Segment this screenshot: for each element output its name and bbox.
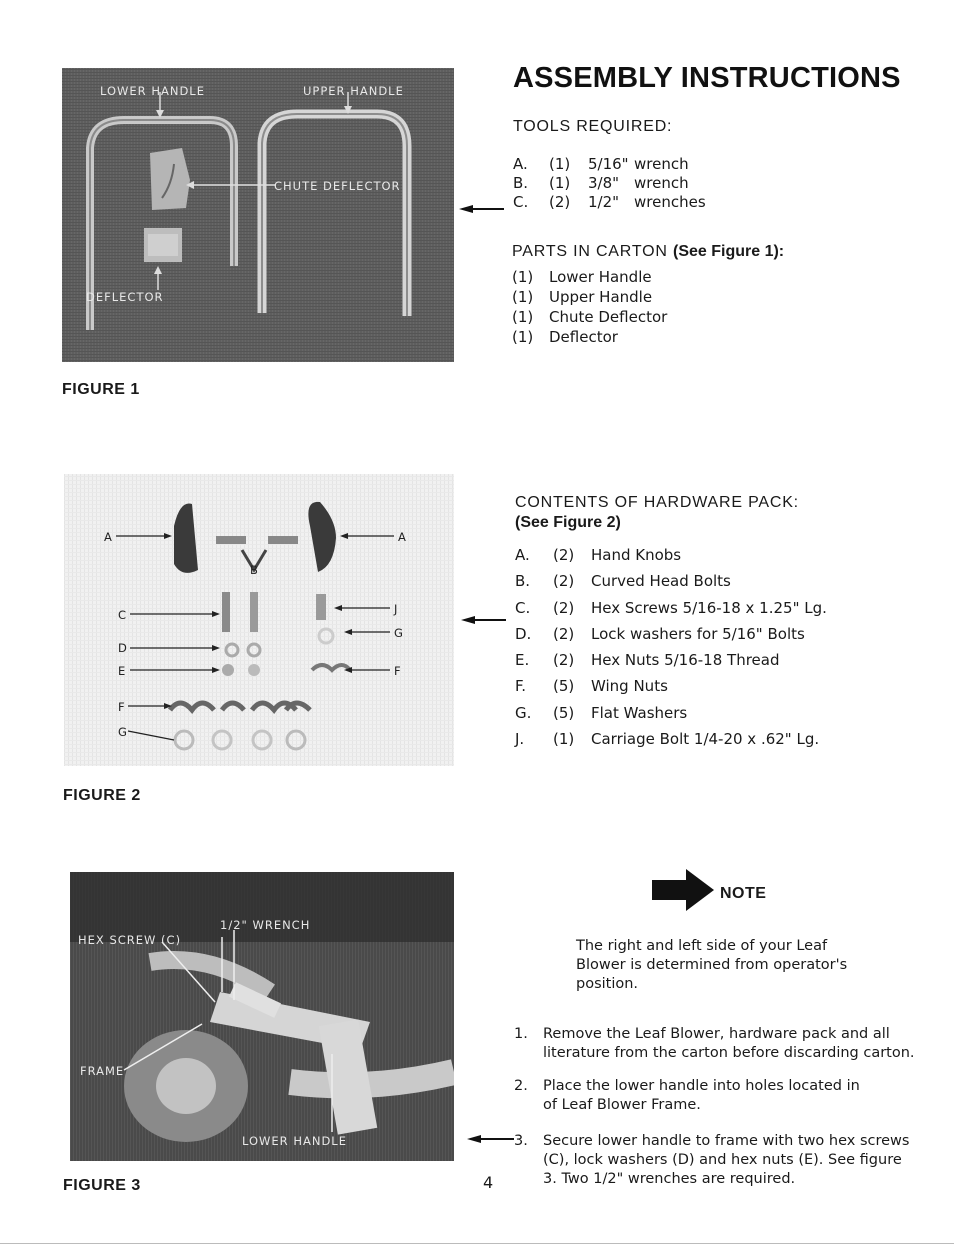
list-item: B. (1) 3/8" wrench xyxy=(513,174,689,192)
tools-list xyxy=(513,155,733,212)
hardware-list xyxy=(515,546,895,756)
label-e: E xyxy=(118,664,127,678)
list-item: B. (2) Curved Head Bolts xyxy=(515,572,731,591)
list-item: F. (5) Wing Nuts xyxy=(515,677,668,696)
list-item: A. (1) 5/16" wrench xyxy=(513,155,689,173)
label-f-left: F xyxy=(118,700,126,714)
step-3: 3. Secure lower handle to frame with two hex screws (C), lock washers (D) and hex nuts (E). See figure 3. Two 1/2" wrenches are required. xyxy=(514,1133,910,1187)
note-label: NOTE xyxy=(720,885,767,902)
hardware-heading: CONTENTS OF HARDWARE PACK: xyxy=(515,494,799,511)
figure-2-caption: FIGURE 2 xyxy=(63,787,141,804)
label-a-right: A xyxy=(398,530,407,544)
list-item: C. (2) 1/2" wrenches xyxy=(513,193,706,211)
pointer-arrowhead xyxy=(461,616,475,624)
figure-3-caption: FIGURE 3 xyxy=(63,1177,141,1194)
label-f-right: F xyxy=(394,664,402,678)
list-item: C. (2) Hex Screws 5/16-18 x 1.25" Lg. xyxy=(515,598,827,617)
parts-list xyxy=(512,268,732,348)
label-lower-handle: LOWER HANDLE xyxy=(100,84,205,98)
label-hex-screw: HEX SCREW (C) xyxy=(78,933,182,947)
figure-2-photo xyxy=(64,474,454,766)
figure-1-photo xyxy=(62,68,454,362)
tools-heading: TOOLS REQUIRED: xyxy=(513,118,673,135)
label-lower-handle-fig3: LOWER HANDLE xyxy=(242,1134,347,1148)
list-item: (1) Lower Handle xyxy=(512,268,652,286)
label-wrench: 1/2" WRENCH xyxy=(220,918,311,932)
note-text: The right and left side of your Leaf Blower is determined from operator's position. xyxy=(576,938,848,992)
label-g-left: G xyxy=(118,725,128,739)
list-item: J. (1) Carriage Bolt 1/4-20 x .62" Lg. xyxy=(515,730,820,749)
label-upper-handle: UPPER HANDLE xyxy=(303,84,404,98)
list-item: A. (2) Hand Knobs xyxy=(515,546,682,564)
step-2: 2. Place the lower handle into holes located in of Leaf Blower Frame. xyxy=(514,1078,860,1113)
list-item: (1) Chute Deflector xyxy=(512,308,668,326)
label-g-right: G xyxy=(394,626,404,640)
label-d: D xyxy=(118,641,128,655)
page-title: ASSEMBLY INSTRUCTIONS xyxy=(513,62,901,94)
label-frame: FRAME xyxy=(80,1064,125,1078)
page-number: 4 xyxy=(483,1173,494,1192)
label-j: J xyxy=(394,602,399,616)
list-item: G. (5) Flat Washers xyxy=(515,703,688,722)
figure-1-caption: FIGURE 1 xyxy=(62,381,140,398)
list-item: E. (2) Hex Nuts 5/16-18 Thread xyxy=(515,651,780,670)
list-item: (1) Upper Handle xyxy=(512,288,653,306)
label-c: C xyxy=(118,608,128,622)
hardware-heading-ref: (See Figure 2) xyxy=(515,514,621,531)
figure-3-photo xyxy=(70,872,454,1161)
label-deflector: DEFLECTOR xyxy=(86,290,164,304)
parts-heading: PARTS IN CARTON (See Figure 1): xyxy=(512,243,785,260)
label-chute-deflector: CHUTE DEFLECTOR xyxy=(274,179,401,193)
pointer-arrowhead xyxy=(459,205,473,213)
note-arrow-icon xyxy=(652,869,714,915)
step-1: 1. Remove the Leaf Blower, hardware pack and all literature from the carton before discarding carton. xyxy=(514,1026,915,1061)
bottom-rule xyxy=(0,1243,954,1244)
label-a-left: A xyxy=(104,530,113,544)
list-item: D. (2) Lock washers for 5/16" Bolts xyxy=(515,624,805,643)
pointer-arrowhead xyxy=(467,1135,481,1143)
list-item: (1) Deflector xyxy=(512,328,618,346)
label-b: B xyxy=(250,563,259,577)
